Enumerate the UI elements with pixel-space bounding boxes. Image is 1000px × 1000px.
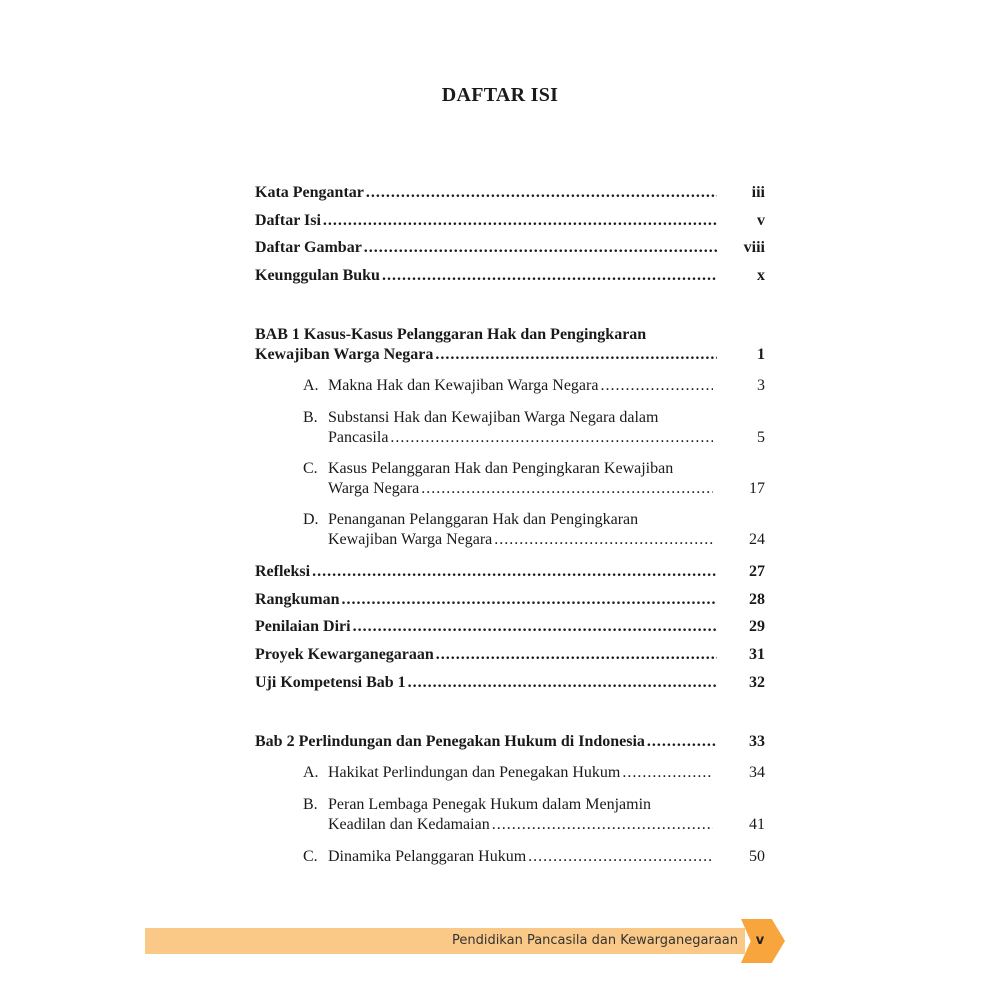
section-letter: B. [303, 796, 318, 813]
toc-section-page: 3 [757, 377, 765, 394]
toc-entry-label: Warga Negara [328, 480, 420, 497]
toc-entry-label: Hakikat Perlindungan dan Penegakan Hukum [328, 764, 621, 781]
toc-entry-rangkuman[interactable] [255, 589, 717, 611]
toc-entry-page: v [757, 212, 765, 229]
dot-leader [433, 344, 717, 366]
toc-entry-label: Uji Kompetensi Bab 1 [255, 674, 406, 691]
toc-section-2b-line2[interactable] [328, 814, 713, 836]
toc-entry-label: Pancasila [328, 429, 389, 446]
toc-entry-page: 27 [749, 563, 765, 580]
toc-entry-label: Makna Hak dan Kewajiban Warga Negara [328, 377, 599, 394]
toc-entry-uji-kompetensi[interactable] [255, 672, 717, 694]
chapter-title-line2[interactable] [255, 344, 717, 366]
toc-entry-label: Proyek Kewarganegaraan [255, 646, 434, 663]
toc-entry-label: Kewajiban Warga Negara [255, 346, 434, 363]
section-letter: A. [303, 764, 319, 781]
toc-entry-page: 32 [749, 674, 765, 691]
toc-entry-kata-pengantar[interactable] [255, 182, 717, 204]
toc-entry-label: Rangkuman [255, 591, 340, 608]
toc-entry-page: 28 [749, 591, 765, 608]
dot-leader [380, 265, 717, 287]
toc-entry-page: iii [751, 184, 765, 201]
toc-entry-label: Refleksi [255, 563, 311, 580]
toc-section-page: 5 [757, 429, 765, 446]
dot-leader [598, 375, 713, 397]
dot-leader [490, 814, 713, 836]
toc-entry-label: Penilaian Diri [255, 618, 351, 635]
toc-section-1b-line2[interactable] [328, 427, 713, 449]
toc-section-page: 50 [749, 848, 765, 865]
toc-entry-penilaian-diri[interactable] [255, 616, 717, 638]
toc-section-1b-line1[interactable]: Substansi Hak dan Kewajiban Warga Negara dalam [328, 409, 659, 426]
toc-section-2a[interactable] [328, 762, 713, 784]
dot-leader [620, 762, 713, 784]
toc-section-page: 41 [749, 816, 765, 833]
chapter-page: 1 [757, 346, 765, 363]
toc-section-page: 24 [749, 531, 765, 548]
dot-leader [492, 529, 713, 551]
footer-page-number: v [755, 933, 765, 948]
toc-entry-page: x [757, 267, 765, 284]
dot-leader [321, 210, 717, 232]
toc-section-1c-line2[interactable] [328, 478, 713, 500]
toc-entry-daftar-isi[interactable] [255, 210, 717, 232]
toc-entry-label: Kewajiban Warga Negara [328, 531, 493, 548]
dot-leader [526, 846, 713, 868]
chapter-title-line1[interactable]: BAB 1 Kasus-Kasus Pelanggaran Hak dan Pengingkaran [255, 326, 647, 343]
toc-entry-label: Keunggulan Buku [255, 267, 380, 284]
toc-entry-label: Daftar Gambar [255, 239, 362, 256]
dot-leader [406, 672, 717, 694]
toc-entry-label: Keadilan dan Kedamaian [328, 816, 490, 833]
toc-entry-page: 31 [749, 646, 765, 663]
dot-leader [339, 589, 717, 611]
toc-entry-keunggulan-buku[interactable] [255, 265, 717, 287]
toc-entry-page: viii [743, 239, 765, 256]
section-letter: A. [303, 377, 319, 394]
toc-entry-daftar-gambar[interactable] [255, 237, 717, 259]
dot-leader [310, 561, 717, 583]
page-title: DAFTAR ISI [441, 84, 559, 106]
dot-leader [388, 427, 713, 449]
dot-leader [434, 644, 717, 666]
toc-entry-page: 29 [749, 618, 765, 635]
toc-section-1c-line1[interactable]: Kasus Pelanggaran Hak dan Pengingkaran Kewajiban [328, 460, 674, 477]
toc-section-1d-line1[interactable]: Penanganan Pelanggaran Hak dan Pengingkaran [328, 511, 639, 528]
section-letter: D. [303, 511, 319, 528]
dot-leader [362, 237, 717, 259]
dot-leader [351, 616, 717, 638]
toc-section-page: 34 [749, 764, 765, 781]
toc-section-1a[interactable] [328, 375, 713, 397]
section-letter: C. [303, 848, 318, 865]
toc-section-page: 17 [749, 480, 765, 497]
chapter-page: 33 [749, 733, 765, 750]
dot-leader [419, 478, 713, 500]
toc-entry-label: Daftar Isi [255, 212, 321, 229]
toc-section-2b-line1[interactable]: Peran Lembaga Penegak Hukum dalam Menjamin [328, 796, 652, 813]
section-letter: C. [303, 460, 318, 477]
toc-entry-label: Kata Pengantar [255, 184, 364, 201]
footer-book-title: Pendidikan Pancasila dan Kewarganegaraan [451, 933, 738, 948]
toc-section-1d-line2[interactable] [328, 529, 713, 551]
chapter-title[interactable] [255, 731, 717, 753]
section-letter: B. [303, 409, 318, 426]
toc-entry-refleksi[interactable] [255, 561, 717, 583]
toc-entry-proyek-kewarganegaraan[interactable] [255, 644, 717, 666]
toc-entry-label: Bab 2 Perlindungan dan Penegakan Hukum di Indonesia [255, 733, 645, 750]
toc-entry-label: Dinamika Pelanggaran Hukum [328, 848, 527, 865]
dot-leader [364, 182, 717, 204]
toc-section-2c[interactable] [328, 846, 713, 868]
